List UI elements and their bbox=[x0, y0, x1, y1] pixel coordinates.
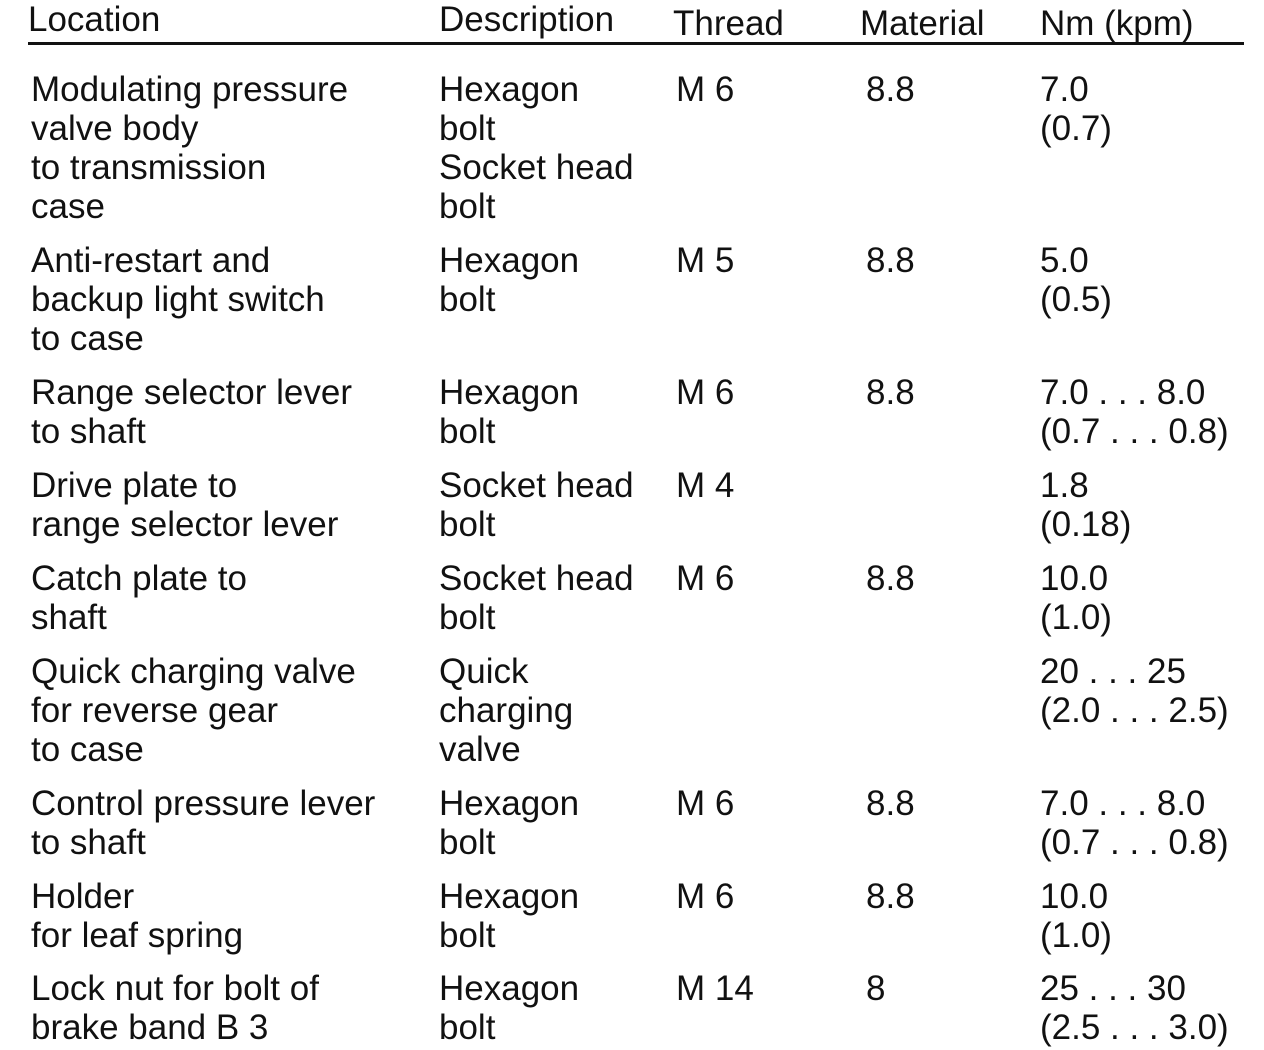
cell-description: Quick charging valve bbox=[439, 652, 574, 769]
cell-material: 8.8 bbox=[866, 70, 915, 109]
cell-material: 8.8 bbox=[866, 784, 915, 823]
header-torque: Nm (kpm) bbox=[1040, 4, 1194, 43]
cell-thread: M 6 bbox=[676, 784, 735, 823]
cell-torque: 10.0 (1.0) bbox=[1040, 559, 1112, 637]
cell-torque: 5.0 (0.5) bbox=[1040, 241, 1112, 319]
cell-description: Hexagon bolt bbox=[439, 877, 580, 955]
header-location: Location bbox=[28, 0, 161, 39]
cell-thread: M 6 bbox=[676, 877, 735, 916]
header-thread: Thread bbox=[673, 4, 784, 43]
cell-torque: 10.0 (1.0) bbox=[1040, 877, 1112, 955]
header-description: Description bbox=[439, 0, 615, 39]
cell-material: 8.8 bbox=[866, 373, 915, 412]
cell-description: Hexagon bolt bbox=[439, 969, 580, 1047]
cell-material: 8.8 bbox=[866, 877, 915, 916]
cell-material: 8.8 bbox=[866, 241, 915, 280]
cell-location: Holder for leaf spring bbox=[31, 877, 244, 955]
cell-description: Hexagon bolt bbox=[439, 241, 580, 319]
cell-location: Range selector lever to shaft bbox=[31, 373, 352, 451]
cell-material: 8 bbox=[866, 969, 886, 1008]
cell-description: Socket head bolt bbox=[439, 466, 634, 544]
cell-location: Anti-restart and backup light switch to case bbox=[31, 241, 325, 358]
table-header bbox=[28, 0, 1244, 45]
cell-location: Control pressure lever to shaft bbox=[31, 784, 376, 862]
cell-torque: 7.0 . . . 8.0 (0.7 . . . 0.8) bbox=[1040, 373, 1229, 451]
cell-location: Drive plate to range selector lever bbox=[31, 466, 339, 544]
cell-description: Hexagon bolt bbox=[439, 784, 580, 862]
cell-material: 8.8 bbox=[866, 559, 915, 598]
cell-thread: M 6 bbox=[676, 70, 735, 109]
cell-torque: 7.0 (0.7) bbox=[1040, 70, 1112, 148]
cell-thread: M 6 bbox=[676, 373, 735, 412]
cell-description: Hexagon bolt bbox=[439, 373, 580, 451]
cell-description: Socket head bolt bbox=[439, 559, 634, 637]
cell-thread: M 4 bbox=[676, 466, 735, 505]
cell-location: Quick charging valve for reverse gear to case bbox=[31, 652, 356, 769]
cell-location: Catch plate to shaft bbox=[31, 559, 247, 637]
cell-torque: 1.8 (0.18) bbox=[1040, 466, 1132, 544]
cell-torque: 7.0 . . . 8.0 (0.7 . . . 0.8) bbox=[1040, 784, 1229, 862]
cell-thread: M 5 bbox=[676, 241, 735, 280]
cell-location: Lock nut for bolt of brake band B 3 bbox=[31, 969, 319, 1047]
cell-torque: 25 . . . 30 (2.5 . . . 3.0) bbox=[1040, 969, 1229, 1047]
cell-location: Modulating pressure valve body to transmission case bbox=[31, 70, 349, 226]
cell-torque: 20 . . . 25 (2.0 . . . 2.5) bbox=[1040, 652, 1229, 730]
cell-thread: M 14 bbox=[676, 969, 754, 1008]
cell-description: Hexagon bolt Socket head bolt bbox=[439, 70, 634, 226]
cell-thread: M 6 bbox=[676, 559, 735, 598]
header-material: Material bbox=[860, 4, 985, 43]
